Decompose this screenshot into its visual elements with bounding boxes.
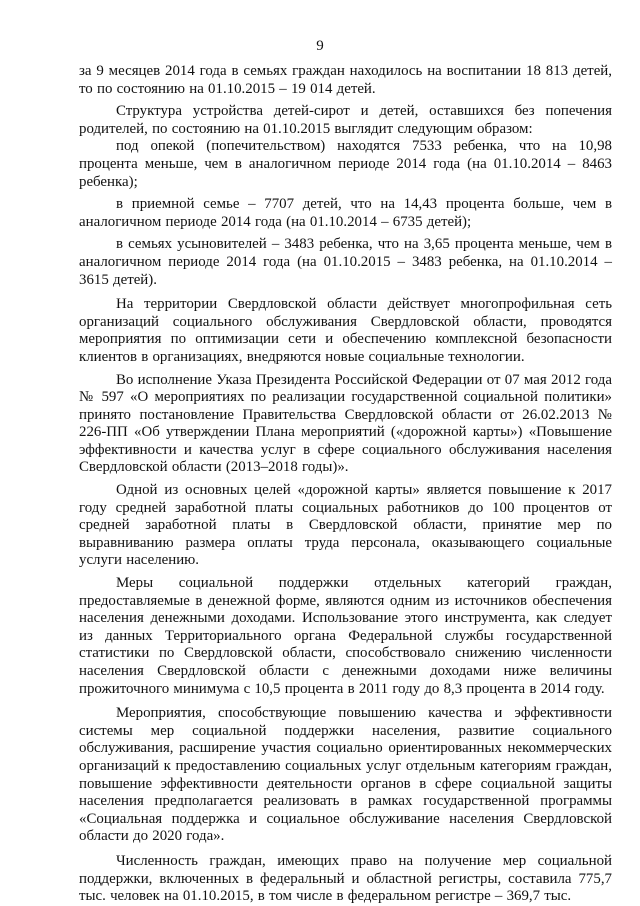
paragraph-adoptive-families: в семьях усыновителей – 3483 ребенка, что на 3,65 процента меньше, чем в аналогичном периоде 2014 года (на 01.10.2015 – 3483 ребенка, на 01.10.2014 – 3615 детей). (79, 236, 612, 288)
paragraph-continuation: за 9 месяцев 2014 года в семьях граждан находилось на воспитании 18 813 детей, то по состоянию на 01.10.2015 – 19 014 детей. (79, 63, 612, 97)
paragraph-structure-intro: Структура устройства детей-сирот и детей, оставшихся без попечения родителей, по состоянию на 01.10.2015 выглядит следующим образом: (79, 103, 612, 137)
paragraph-roadmap-goal: Одной из основных целей «дорожной карты» является повышение к 2017 году средней заработной платы социальных работников до 100 процентов от средней заработной платы в Свердловской области, принятие мер по выравниванию размера оплаты труда персонала, оказывающего социальные услуги населению. (79, 482, 612, 569)
paragraph-foster-family: в приемной семье – 7707 детей, что на 14,43 процента больше, чем в аналогичном периоде 2014 года (на 01.10.2014 – 6735 детей); (79, 196, 612, 230)
paragraph-state-program: Мероприятия, способствующие повышению качества и эффективности системы мер социальной поддержки населения, развитие социального обслуживания, расширение участия социально ориентированных некоммерческих организаций к предоставлению социальных услуг отдельным категориям граждан, повышение эффективности деятельности органов в сфере социальной защиты населения предполагается реализовать в рамках государственной программы «Социальная поддержка и социальное обслуживание населения Свердловской области до 2020 года». (79, 705, 612, 845)
paragraph-social-service-network: На территории Свердловской области действует многопрофильная сеть организаций социального обслуживания Свердловской области, проводятся мероприятия по оптимизации сети и обеспечению комплексной безопасности клиентов в организациях, внедряются новые социальные технологии. (79, 296, 612, 365)
paragraph-social-support-measures: Меры социальной поддержки отдельных категорий граждан, предоставляемые в денежной форме, являются одним из источников обеспечения населения денежными доходами. Использование этого инструмента, как следует из данных Территориального органа Федеральной службы государственной статистики по Свердловской области, способствовало снижению численности населения Свердловской области с денежными доходами ниже величины прожиточного минимума с 10,5 процента в 2011 году до 8,3 процента в 2014 году. (79, 575, 612, 697)
document-body (79, 63, 612, 906)
paragraph-presidential-decree: Во исполнение Указа Президента Российской Федерации от 07 мая 2012 года № 597 «О мероприятиях по реализации государственной социальной политики» принято постановление Правительства Свердловской области от 26.02.2013 № 226-ПП «Об утверждении Плана мероприятий («дорожной карты») «Повышение эффективности и качества услуг в сфере социального обслуживания населения Свердловской области (2013–2018 годы)». (79, 371, 612, 476)
paragraph-registers-count: Численность граждан, имеющих право на получение мер социальной поддержки, включенных в федеральный и областной регистры, составила 775,7 тыс. человек на 01.10.2015, в том числе в федеральном регистре – 369,7 тыс. (79, 852, 612, 905)
paragraph-guardianship: под опекой (попечительством) находятся 7533 ребенка, что на 10,98 процента меньше, чем в аналогичном периоде 2014 года (на 01.10.2014 – 8463 ребенка); (79, 138, 612, 190)
page-number: 9 (316, 38, 324, 54)
